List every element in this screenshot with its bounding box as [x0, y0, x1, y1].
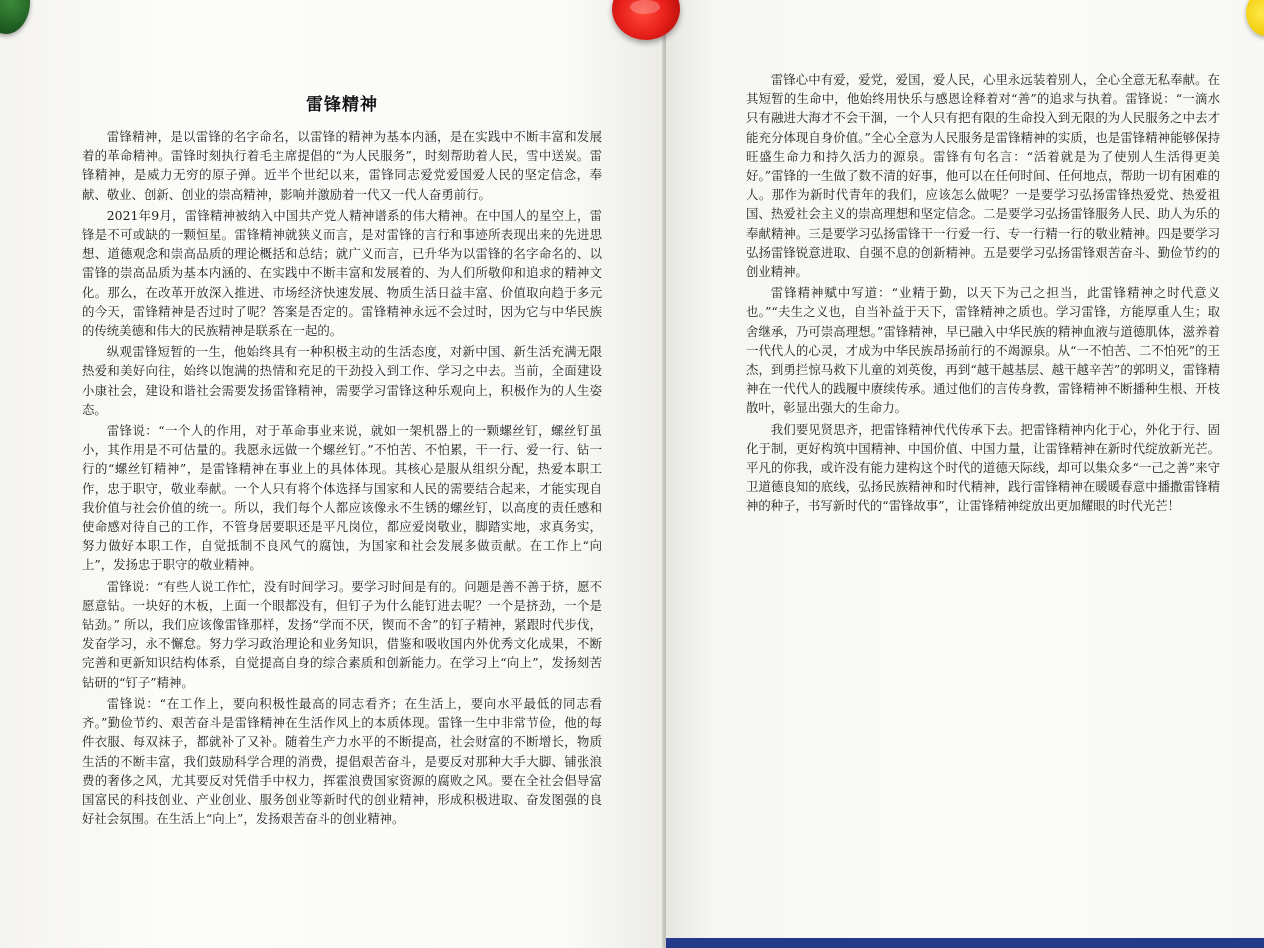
right-page [666, 0, 1264, 948]
left-paragraph-1: 雷锋精神，是以雷锋的名字命名，以雷锋的精神为基本内涵，是在实践中不断丰富和发展着的革命精神。雷锋时刻执行着毛主席提倡的“为人民服务”，时刻帮助着人民，雪中送炭。雷锋精神，是威力无穷的原子弹。近半个世纪以来，雷锋同志爱党爱国爱人民的坚定信念，奉献、敬业、创新、创业的崇高精神，影响并激励着一代又一代人奋勇前行。 [82, 129, 602, 202]
left-paragraph-6: 雷锋说：“在工作上，要向积极性最高的同志看齐；在生活上，要向水平最低的同志看齐。”勤俭节约、艰苦奋斗是雷锋精神在生活作风上的本质体现。雷锋一生中非常节俭，他的每件衣服、每双袜子，都就补了又补。随着生产力水平的不断提高，社会财富的不断增长，物质生活的不断丰富，我们鼓励科学合理的消费，提倡艰苦奋斗，是要反对那种大手大脚、铺张浪费的奢侈之风，尤其要反对凭借手中权力，挥霍浪费国家资源的腐败之风。要在全社会倡导富国富民的科技创业、产业创业、服务创业等新时代的创业精神，形成积极进取、奋发图强的良好社会氛围。在生活上“向上”，发扬艰苦奋斗的创业精神。 [82, 695, 602, 827]
left-paragraph-5: 雷锋说：“有些人说工作忙，没有时间学习。要学习时间是有的。问题是善不善于挤，愿不愿意钻。一块好的木板，上面一个眼都没有，但钉子为什么能钉进去呢？一个是挤劲，一个是钻劲。” 所以，我们应该像雷锋那样，发扬“学而不厌，锲而不舍”的钉子精神，紧跟时代步伐，发奋学习，永不懈怠。努力学习政治理论和业务知识，借鉴和吸收国内外优秀文化成果，不断完善和更新知识结构体系，自觉提高自身的综合素质和创新能力。在学习上“向上”，发扬刻苦钻研的“钉子”精神。 [82, 578, 602, 690]
left-paragraph-2: 2021年9月，雷锋精神被纳入中国共产党人精神谱系的伟大精神。在中国人的星空上，雷锋是不可或缺的一颗恒星。雷锋精神就狭义而言，是对雷锋的言行和事迹所表现出来的先进思想、道德观念和崇高品质的理论概括和总结；就广义而言，已升华为以雷锋的名字命名的、以雷锋的崇高品质为基本内涵的、在实践中不断丰富和发展着的、为人们所敬仰和追求的精神文化。那么，在改革开放深入推进、市场经济快速发展、物质生活日益丰富、价值取向趋于多元的今天，雷锋精神是否过时了呢？答案是否定的。雷锋精神永远不会过时，因为它与中华民族的传统美德和伟大的民族精神是联系在一起的。 [82, 207, 602, 339]
blue-surface-edge [666, 938, 1264, 948]
right-paragraph-1: 雷锋心中有爱，爱党，爱国，爱人民，心里永远装着别人，全心全意无私奉献。在其短暂的生命中，他始终用快乐与感恩诠释着对“善”的追求与执着。雷锋说：“一滴水只有融进大海才不会干涸，一个人只有把有限的生命投入到无限的为人民服务之中去才能充分体现自身价值。”全心全意为人民服务是雷锋精神的实质，也是雷锋精神能够保持旺盛生命力和持久活力的源泉。雷锋有句名言：“活着就是为了使别人生活得更美好。”雷锋的一生做了数不清的好事，他可以在任何时间、任何地点，帮助一切有困难的人。那作为新时代青年的我们，应该怎么做呢？一是要学习弘扬雷锋热爱党、热爱祖国、热爱社会主义的崇高理想和坚定信念。二是要学习弘扬雷锋服务人民、助人为乐的奉献精神。三是要学习弘扬雷锋干一行爱一行、专一行精一行的敬业精神。四是要学习弘扬雷锋锐意进取、自强不息的创新精神。五是要学习弘扬雷锋艰苦奋斗、勤俭节约的创业精神。 [746, 72, 1220, 280]
left-paragraph-4: 雷锋说：“一个人的作用，对于革命事业来说，就如一架机器上的一颗螺丝钉，螺丝钉虽小，其作用是不可估量的。我愿永远做一个螺丝钉。”不怕苦、不怕累，干一行、爱一行、钻一行的“螺丝钉精神”，是雷锋精神在事业上的具体体现。其核心是服从组织分配，热爱本职工作，忠于职守，敬业奉献。一个人只有将个体选择与国家和人民的需要结合起来，才能实现自我价值与社会价值的统一。所以，我们每个人都应该像永不生锈的螺丝钉，以高度的责任感和使命感对待自己的工作，不管身居要职还是平凡岗位，都应爱岗敬业，脚踏实地，求真务实，努力做好本职工作，自觉抵制不良风气的腐蚀，为国家和社会发展多做贡献。在工作上“向上”，发扬忠于职守的敬业精神。 [82, 423, 602, 573]
right-paragraph-3: 我们要见贤思齐，把雷锋精神代代传承下去。把雷锋精神内化于心，外化于行、固化于制，更好构筑中国精神、中国价值、中国力量，让雷锋精神在新时代绽放新光芒。平凡的你我，或许没有能力建构这个时代的道德天际线，却可以集众多“一己之善”来守卫道德良知的底线，弘扬民族精神和时代精神，践行雷锋精神在暖暖春意中播撒雷锋精神的种子，书写新时代的“雷锋故事”，让雷锋精神绽放出更加耀眼的时代光芒！ [746, 421, 1220, 514]
right-paragraph-2: 雷锋精神赋中写道：“业精于勤，以天下为己之担当，此雷锋精神之时代意义也。”“夫生之义也，自当补益于天下，雷锋精神之质也。学习雷锋，方能厚重人生；取舍继承，乃可崇高理想。”雷锋精神，早已融入中华民族的精神血液与道德肌体，滋养着一代代人的心灵，才成为中华民族昂扬前行的不竭源泉。从“一不怕苦、二不怕死”的王杰，到勇拦惊马救下儿童的刘英俊，再到“越干越基层、越干越辛苦”的郭明义，雷锋精神在一代代人的践履中赓续传承。通过他们的言传身教，雷锋精神不断播种生根、开枝散叶，彰显出强大的生命力。 [746, 285, 1220, 416]
left-paragraph-3: 纵观雷锋短暂的一生，他始终具有一种积极主动的生活态度，对新中国、新生活充满无限热爱和美好向往，始终以饱满的热情和充足的干劲投入到工作、学习之中去。当前，全面建设小康社会，建设和谐社会需要发扬雷锋精神，需要学习雷锋这种乐观向上，积极作为的人生姿态。 [82, 344, 602, 417]
document-title: 雷锋精神 [306, 95, 378, 115]
